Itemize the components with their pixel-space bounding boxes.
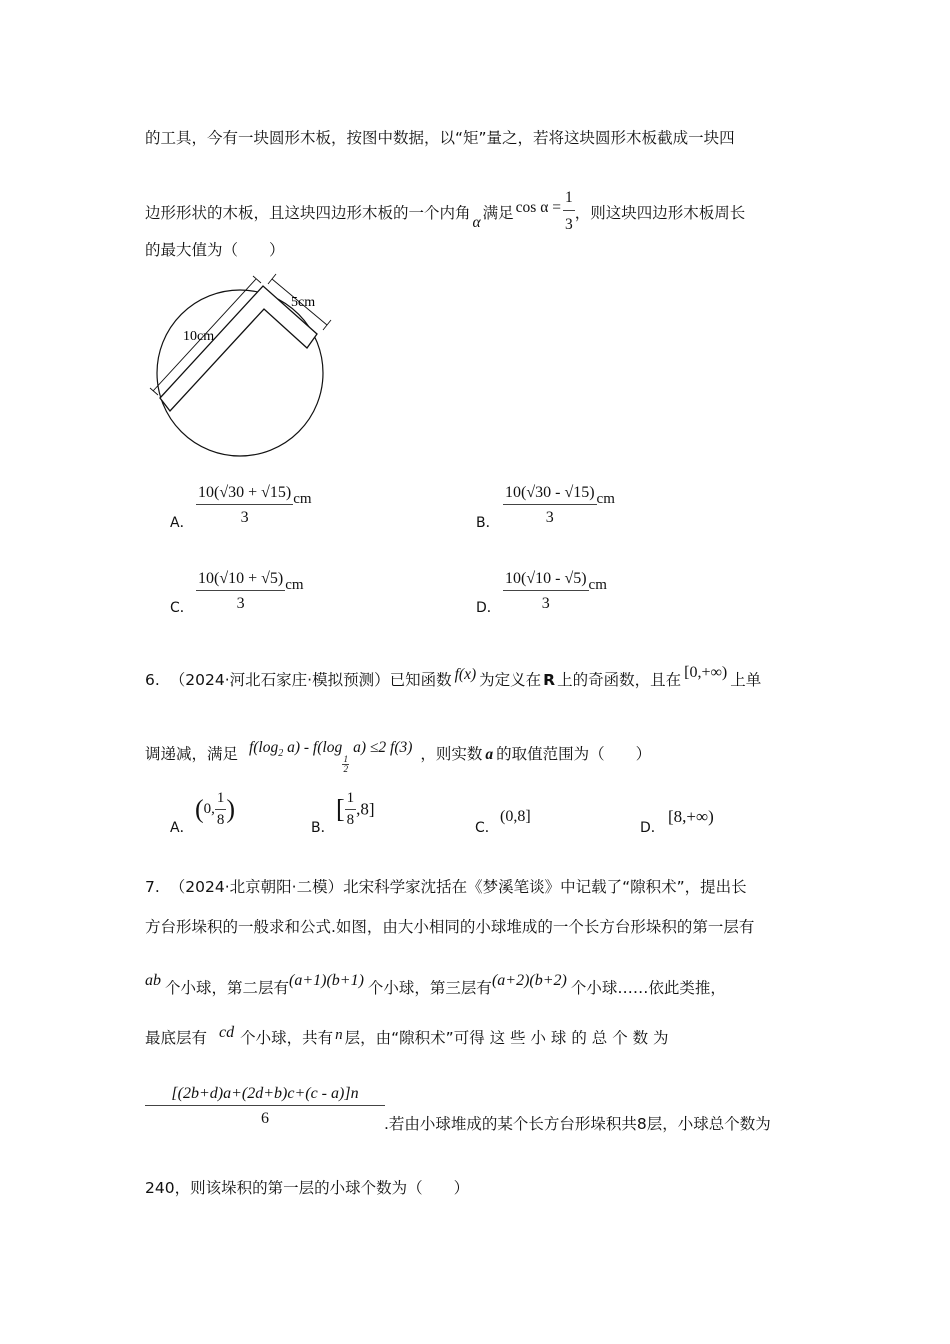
q7-formula: $\frac{[(2b+d)a+(2d+b)c+(c - a)]n}{6}$ bbox=[145, 1085, 385, 1128]
q5-option-c-expr: $\frac{10(√10 + √5)}{3}$ cm bbox=[198, 570, 304, 612]
q5-line-2: 边形形状的木板，且这块四边形木板的一个内角α满足 cos α = $\frac{1}{3}$ ，则这块四边形木板周长 bbox=[145, 189, 746, 233]
fx-symbol: f(x) bbox=[454, 666, 477, 683]
q5-option-c[interactable]: C． bbox=[170, 600, 194, 616]
q6-option-a[interactable]: A． bbox=[170, 820, 194, 836]
q7-line-5: .若由小球堆成的某个长方台形垛积共8层，小球总个数为 bbox=[384, 1115, 771, 1133]
q5-option-d[interactable]: D． bbox=[476, 600, 501, 616]
q5-option-d-expr: $\frac{10(√10 - √5)}{3}$ cm bbox=[505, 570, 607, 612]
q6-option-d-expr: [8,+∞) bbox=[668, 807, 714, 826]
q7-line-6: 240，则该垛积的第一层的小球个数为（ ） bbox=[145, 1179, 470, 1197]
label-10cm: 10cm bbox=[183, 329, 215, 344]
q7-source: （2024·北京朝阳·二模） bbox=[169, 878, 344, 896]
q5-option-b-expr: $\frac{10(√30 - √15)}{3}$ cm bbox=[505, 484, 615, 526]
label-5cm: 5cm bbox=[291, 295, 316, 310]
q6-line-1: 6. （2024·河北石家庄·模拟预测）已知函数 f(x) 为定义在 R 上的奇函数，且在 [0,+∞) 上单 bbox=[145, 664, 762, 689]
q6-option-a-expr: (0, $\frac{1}{8}$ ) bbox=[195, 790, 236, 828]
q7-line-2: 方台形垛积的一般求和公式.如图，由大小相同的小球堆成的一个长方台形垛积的第一层有 bbox=[145, 918, 755, 936]
cos-alpha-fraction: $\frac{1}{3}$ bbox=[564, 189, 573, 233]
q5-line-3: 的最大值为（ ） bbox=[145, 241, 285, 259]
interval-symbol: [0,+∞) bbox=[684, 664, 728, 681]
log-inequality: $f(\log_2$ a) - f(log $_{\frac{1}{2}}$ a) ≤2 f(3) bbox=[248, 739, 413, 774]
cos-alpha-lhs: cos α = bbox=[515, 199, 561, 216]
q5-option-a-expr: $\frac{10(√30 + √15)}{3}$ cm bbox=[198, 484, 312, 526]
q5-option-b[interactable]: B． bbox=[476, 515, 500, 531]
alpha-symbol: α bbox=[472, 214, 481, 231]
q7-number: 7. bbox=[145, 878, 160, 896]
q7-line-1: 7. （2024·北京朝阳·二模）北宋科学家沈括在《梦溪笔谈》中记载了“隙积术”，提出长 bbox=[145, 878, 747, 896]
q6-option-b-expr: [ $\frac{1}{8}$ ,8] bbox=[336, 790, 375, 828]
q6-option-c-expr: (0,8] bbox=[500, 808, 531, 825]
q5-line-1: 的工具，今有一块圆形木板，按图中数据，以“矩”量之，若将这块圆形木板截成一块四 bbox=[145, 129, 735, 147]
circle-square-figure bbox=[145, 270, 340, 460]
q6-number: 6. bbox=[145, 671, 160, 689]
q5-option-a[interactable]: A． bbox=[170, 515, 194, 531]
q7-line-3: ab 个小球，第二层有(a+1)(b+1) 个小球，第三层有(a+2)(b+2) 个小球……依此类推， bbox=[145, 972, 726, 997]
q6-option-d[interactable]: D． bbox=[640, 820, 665, 836]
q6-option-b[interactable]: B． bbox=[311, 820, 335, 836]
q6-option-c[interactable]: C． bbox=[475, 820, 499, 836]
q6-source: （2024·河北石家庄·模拟预测） bbox=[169, 671, 390, 689]
q7-line-4: 最底层有 cd 个小球，共有 n 层，由“隙积术”可得 这 些 小 球 的 总 个 数 为 bbox=[145, 1024, 669, 1047]
q6-line-2: 调递减，满足 $f(\log_2$ a) - f(log $_{\frac{1}{2}}$ a) ≤2 f(3) ，则实数 a 的取值范围为（ ） bbox=[145, 739, 652, 774]
